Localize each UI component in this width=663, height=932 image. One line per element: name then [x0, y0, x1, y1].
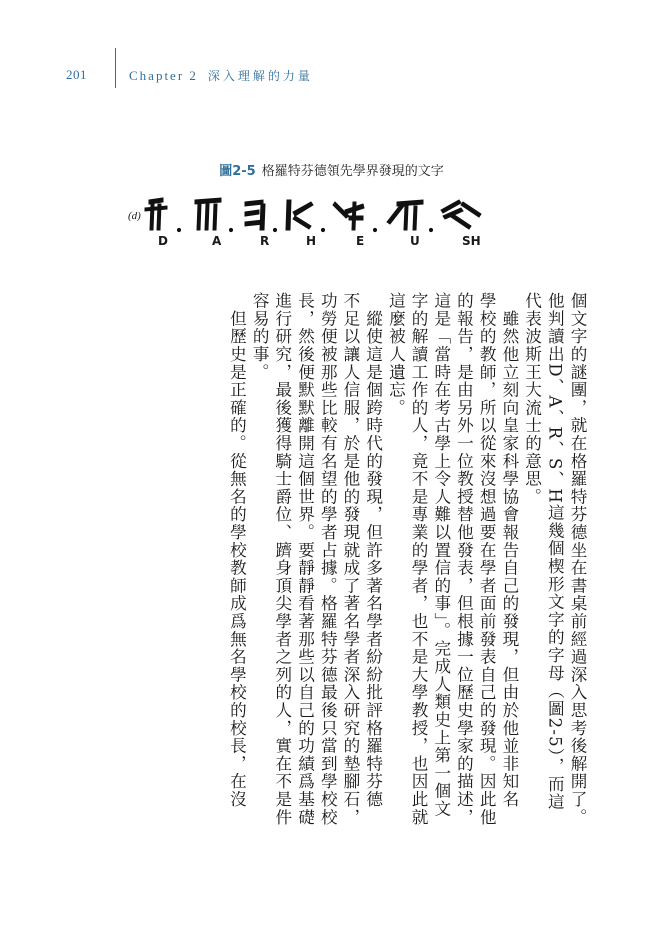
text-column: 容易的事。: [250, 292, 270, 381]
body-text: [108, 292, 588, 852]
text-column: 進行研究，最後獲得騎士爵位、躋身頂尖學者之列的人，實在不是件: [272, 292, 292, 826]
figure-caption-text: 格羅特芬德領先學界發現的文字: [261, 164, 444, 179]
cuneiform-glyph-d: [145, 198, 167, 230]
cuneiform-glyph-e: [333, 202, 364, 230]
letter-sh: SH: [462, 234, 481, 248]
text-column: 他判讀出D、A、R、S、H這幾個楔形文字的字母（圖2-5），而這: [545, 292, 565, 811]
letter-a: A: [212, 234, 222, 248]
figure-tag: (d): [128, 210, 141, 222]
figure-caption: [0, 160, 663, 179]
letter-r: R: [260, 234, 270, 248]
cuneiform-glyph-u: [387, 200, 423, 230]
header-divider: [115, 48, 116, 88]
chapter-number: Chapter 2: [129, 68, 198, 83]
text-column: 個文字的謎團，就在格羅特芬德坐在書桌前經過深入思考後解開了。: [568, 292, 587, 826]
cuneiform-figure: [0, 190, 663, 260]
cuneiform-glyph-h: [286, 200, 313, 230]
text-column: 不足以讓人信服，於是他的發現就成了著名學者深入研究的墊腳石，: [340, 292, 360, 826]
text-column: 這麼被人遺忘。: [386, 292, 406, 417]
running-head: [129, 67, 313, 84]
text-column: 字的解讀工作的人，竟不是專業的學者，也不是大學教授，也因此就: [409, 292, 429, 826]
letter-d: D: [158, 234, 168, 248]
text-column: 縱使這是個跨時代的發現，但許多著名學者紛紛批評格羅特芬德: [363, 292, 383, 809]
text-column: 雖然他立刻向皇家科學協會報告自己的發現，但由於他並非知名: [499, 292, 519, 809]
cuneiform-glyph-sh: [441, 200, 481, 229]
text-column: 的報告，是由另外一位教授替他發表，但根據一位歷史學家的描述，: [454, 292, 474, 826]
cuneiform-glyph-a: [195, 198, 221, 230]
letter-h: H: [306, 234, 317, 248]
text-column: 學校的教師，所以從來沒想過要在學者面前發表自己的發現。因此他: [477, 292, 497, 826]
chapter-title: 深入理解的力量: [207, 69, 313, 83]
text-column: 這是「當時在考古學上令人難以置信的事」。完成人類史上第一個文: [431, 292, 451, 818]
letter-e: E: [356, 234, 365, 248]
figure-label: 圖2-5: [219, 164, 256, 179]
letter-u: U: [410, 234, 420, 248]
cuneiform-glyphs: [135, 190, 495, 240]
transliteration-row: [0, 234, 663, 254]
text-column: 功勞便被那些比較有名望的學者占據。格羅特芬德最後只當到學校校: [318, 292, 338, 826]
text-column: 代表波斯王大流士的意思。: [522, 292, 542, 506]
page-header: [0, 0, 663, 100]
cuneiform-glyph-r: [245, 200, 265, 230]
page-number: 201: [66, 67, 87, 82]
text-column: 長，然後便默默離開這個世界。要靜靜看著那些以自己的功績爲基礎: [295, 292, 315, 826]
text-column: 但歷史是正確的。從無名的學校教師成爲無名學校的校長，在沒: [227, 292, 247, 809]
